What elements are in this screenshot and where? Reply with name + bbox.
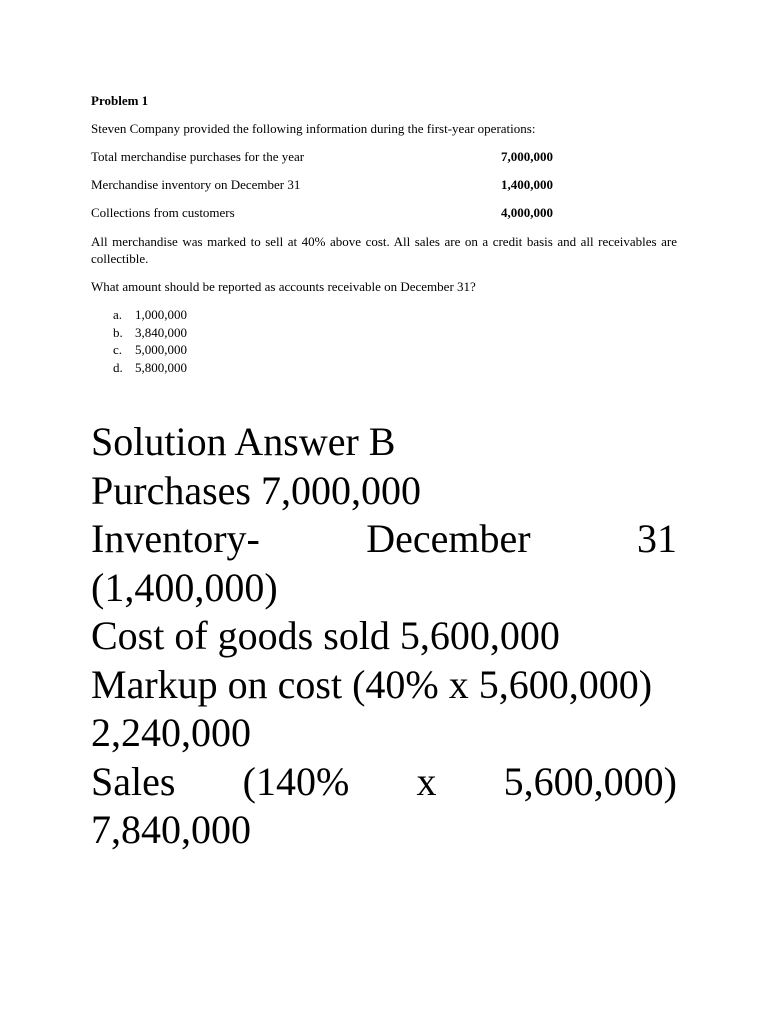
data-row-label: Collections from customers (91, 205, 235, 220)
option-letter: b. (113, 324, 123, 340)
solution-sales-line (91, 758, 677, 807)
problem-paragraph: All merchandise was marked to sell at 40% above cost. All sales are on a credit basis and all receivables are collectible. (91, 234, 677, 266)
problem-question: What amount should be reported as accounts receivable on December 31? (91, 279, 476, 294)
data-row-purchases (91, 149, 553, 167)
data-row-amount: 1,400,000 (501, 177, 553, 192)
sales-word: Sales (91, 758, 176, 804)
solution-inventory-amount: (1,400,000) (91, 564, 278, 610)
solution-markup-amount: 2,240,000 (91, 710, 251, 755)
solution-heading: Solution Answer B (91, 419, 396, 464)
option-value: 3,840,000 (135, 324, 187, 340)
solution-inventory-line (91, 515, 677, 564)
inventory-word: December (366, 516, 531, 561)
solution-block (91, 418, 677, 855)
sales-word: x (416, 758, 437, 804)
data-row-label: Total merchandise purchases for the year (91, 149, 305, 164)
option-value: 5,800,000 (135, 359, 187, 375)
inventory-word: 31 (636, 516, 677, 561)
option-letter: c. (113, 342, 123, 357)
option-letter: d. (113, 359, 123, 375)
data-row-inventory (91, 177, 553, 195)
data-row-collections (91, 205, 553, 223)
solution-cogs: Cost of goods sold 5,600,000 (91, 613, 560, 658)
solution-markup: Markup on cost (40% x 5,600,000) (91, 661, 653, 707)
solution-sales-amount: 7,840,000 (91, 807, 251, 852)
option-value: 1,000,000 (135, 307, 187, 322)
answer-options (113, 306, 187, 376)
solution-purchases: Purchases 7,000,000 (91, 467, 421, 513)
data-row-amount: 7,000,000 (501, 149, 553, 164)
option-c (113, 341, 187, 359)
option-b (113, 324, 187, 342)
sales-word: (140% (242, 758, 350, 804)
data-row-amount: 4,000,000 (501, 205, 553, 220)
option-value: 5,000,000 (135, 342, 187, 357)
inventory-word: Inventory- (91, 516, 260, 561)
problem-intro: Steven Company provided the following information during the first-year operations: (91, 121, 536, 136)
option-a (113, 306, 187, 324)
problem-title: Problem 1 (91, 93, 149, 108)
data-row-label: Merchandise inventory on December 31 (91, 177, 301, 192)
option-d (113, 359, 187, 377)
sales-word: 5,600,000) (503, 758, 677, 804)
option-letter: a. (113, 307, 123, 322)
